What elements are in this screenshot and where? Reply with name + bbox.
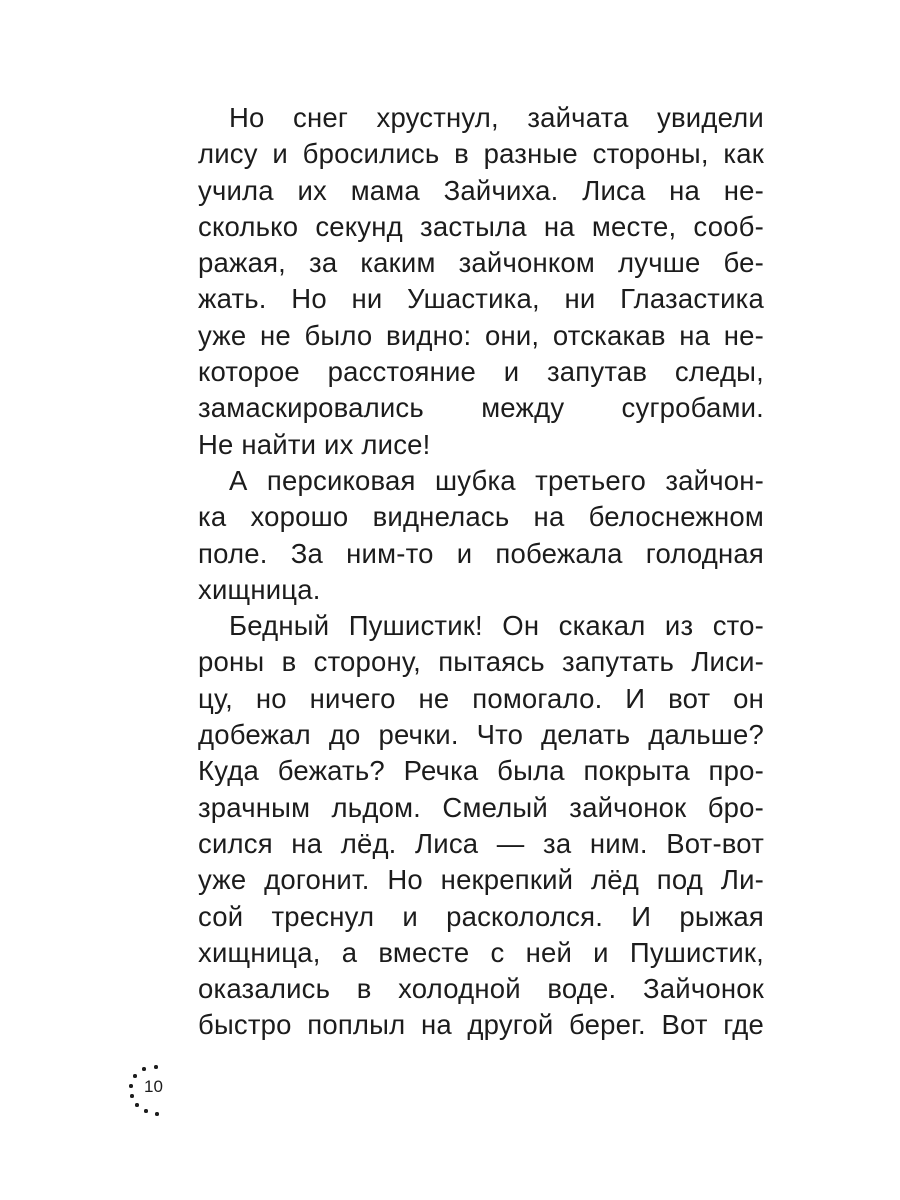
text-line: быстро поплыл на другой берег. Вот где [198,1009,764,1041]
text-line: хищница, а вместе с ней и Пушистик, [198,936,764,968]
text-line: поле. За ним-то и побежала голодная [198,537,764,569]
text-line: замаскировались между сугробами. [198,392,764,424]
ornament-dot [154,1065,158,1069]
text-line: учила их мама Зайчиха. Лиса на не- [198,174,764,206]
text-line: лису и бросились в разные стороны, как [198,138,764,170]
text-line: Бедный Пушистик! Он скакал из сто- [229,610,764,642]
ornament-dot [155,1112,159,1116]
text-line: которое расстояние и запутав следы, [198,356,764,388]
text-line: сой треснул и раскололся. И рыжая [198,900,764,932]
text-line: сколько секунд застыла на месте, сооб- [198,210,764,242]
ornament-dot [142,1067,146,1071]
text-line: А персиковая шубка третьего зайчон- [229,464,764,496]
ornament-dot [130,1094,134,1098]
paragraph-3 [198,608,764,1044]
ornament-dot [135,1103,139,1107]
text-line: уже догонит. Но некрепкий лёд под Ли- [198,864,764,896]
text-line: Куда бежать? Речка была покрыта про- [198,755,764,787]
text-line: хищница. [198,573,321,605]
text-line: жать. Но ни Ушастика, ни Глазастика [198,283,764,315]
text-line: ражая, за каким зайчонком лучше бе- [198,247,764,279]
text-line: цу, но ничего не помогало. И вот он [198,682,764,714]
text-line: роны в сторону, пытаясь запутать Лиси- [198,646,764,678]
text-line: зрачным льдом. Смелый зайчонок бро- [198,791,764,823]
ornament-dot [144,1109,148,1113]
text-line: добежал до речки. Что делать дальше? [198,719,764,751]
page-number: 10 [144,1077,163,1096]
page-number-ornament [120,1050,180,1120]
paragraph-2 [198,463,764,608]
text-line: сился на лёд. Лиса — за ним. Вот-вот [198,827,764,859]
text-line: Но снег хрустнул, зайчата увидели [229,102,764,133]
paragraph-1 [198,100,764,463]
text-line: оказались в холодной воде. Зайчонок [198,973,764,1005]
text-line: уже не было видно: они, отскакав на не- [198,319,764,351]
text-line: ка хорошо виднелась на белоснежном [198,501,764,533]
ornament-dot [133,1074,137,1078]
text-line: Не найти их лисе! [198,428,431,460]
ornament-dot [129,1084,133,1088]
story-text [198,100,764,1044]
